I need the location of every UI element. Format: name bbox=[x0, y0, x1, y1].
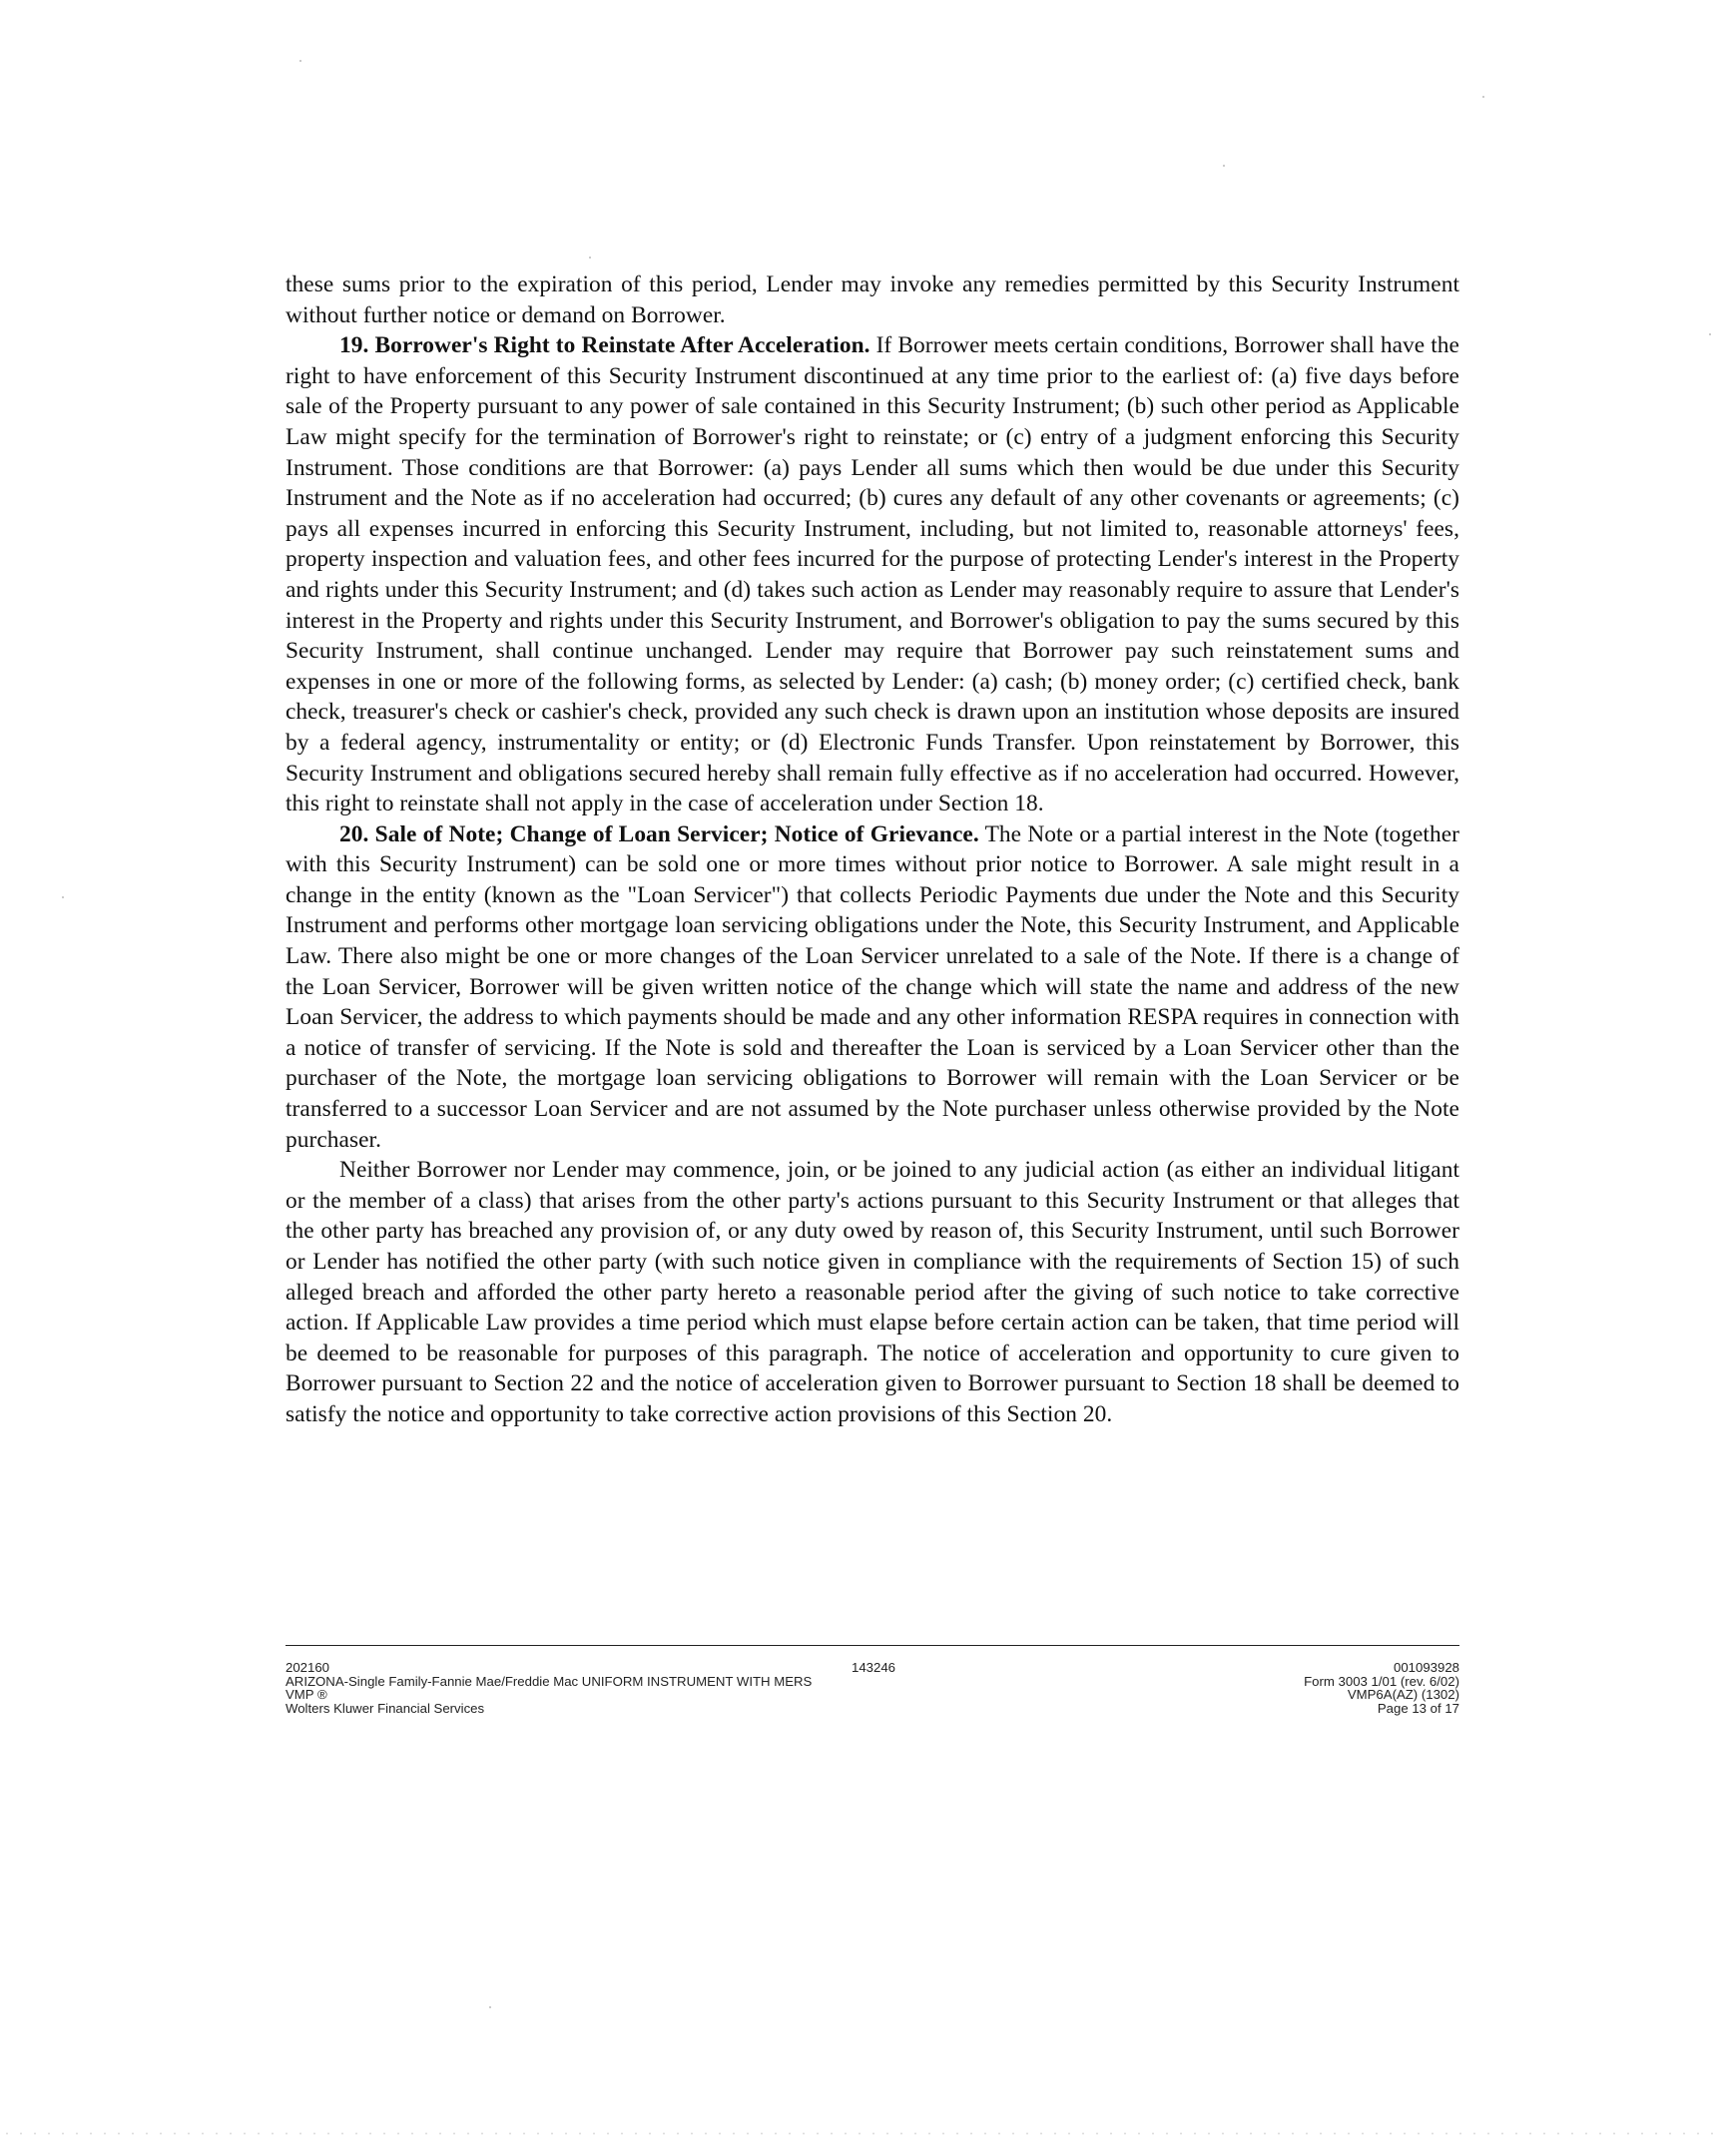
paragraph-grievance bbox=[286, 1155, 1459, 1429]
scan-speck bbox=[489, 2006, 491, 2008]
paragraph-section-19 bbox=[286, 330, 1459, 819]
footer-page-number: Page 13 of 17 bbox=[1377, 1700, 1459, 1716]
paragraph-text: these sums prior to the expiration of this period, Lender may invoke any remedies permitted by this Security Instrument without further notice or demand on Borrower. bbox=[286, 271, 1459, 328]
footer-center-number: 143246 bbox=[852, 1660, 896, 1675]
paragraph-continuation bbox=[286, 270, 1459, 330]
footer-form-title: ARIZONA-Single Family-Fannie Mae/Freddie Mac UNIFORM INSTRUMENT WITH MERS bbox=[286, 1673, 813, 1689]
document-body bbox=[286, 270, 1459, 1430]
scan-speck bbox=[589, 257, 591, 259]
footer-vmp: VMP ® bbox=[286, 1687, 327, 1702]
footer-vmp-code: VMP6A(AZ) (1302) bbox=[1347, 1687, 1459, 1702]
section-19-heading: 19. Borrower's Right to Reinstate After Acceleration. bbox=[339, 332, 870, 359]
footer-left-block bbox=[286, 1661, 1084, 1715]
scan-speck bbox=[1482, 96, 1484, 98]
scan-speck bbox=[1223, 165, 1225, 167]
footer-form-number: Form 3003 1/01 (rev. 6/02) bbox=[1304, 1673, 1459, 1689]
footer-publisher: Wolters Kluwer Financial Services bbox=[286, 1700, 485, 1716]
section-19-text: If Borrower meets certain conditions, Borrower shall have the right to have enforcement of this Security Instrument discontinued at any time prior to the earliest of: (a) five days before sale of the Property pursuant to any power of sale contained in this Security Instrument; (b) such other period as Applicable Law might specify for the termination of Borrower's right to reinstate; or (c) entry of a judgment enforcing this Security Instrument. Those conditions are that Borrower: (a) pays Lender all sums which then would be due under this Security Instrument and the Note as if no acceleration had occurred; (b) cures any default of any other covenants or agreements; (c) pays all expenses incurred in enforcing this Security Instrument, including, but not limited to, reasonable attorneys' fees, property inspection and valuation fees, and other fees incurred for the purpose of protecting Lender's interest in the Property and rights under this Security Instrument; and (d) takes such action as Lender may reasonably require to assure that Lender's interest in the Property and rights under this Security Instrument, and Borrower's obligation to pay the sums secured by this Security Instrument, shall continue unchanged. Lender may require that Borrower pay such reinstatement sums and expenses in one or more of the following forms, as selected by Lender: (a) cash; (b) money order; (c) certified check, bank check, treasurer's check or cashier's check, provided any such check is drawn upon an institution whose deposits are insured by a federal agency, instrumentality or entity; or (d) Electronic Funds Transfer. Upon reinstatement by Borrower, this Security Instrument and obligations secured hereby shall remain fully effective as if no acceleration had occurred. However, this right to reinstate shall not apply in the case of acceleration under Section 18. bbox=[286, 332, 1459, 817]
section-20-text: The Note or a partial interest in the Note (together with this Security Instrument) can be sold one or more times without prior notice to Borrower. A sale might result in a change in the entity (known as the "Loan Servicer") that collects Periodic Payments due under the Note and this Security Instrument and performs other mortgage loan servicing obligations under the Note, this Security Instrument, and Applicable Law. There also might be one or more changes of the Loan Servicer unrelated to a sale of the Note. If there is a change of the Loan Servicer, Borrower will be given written notice of the change which will state the name and address of the new Loan Servicer, the address to which payments should be made and any other information RESPA requires in connection with a notice of transfer of servicing. If the Note is sold and thereafter the Loan is serviced by a Loan Servicer other than the purchaser of the Note, the mortgage loan servicing obligations to Borrower will remain with the Loan Servicer or be transferred to a successor Loan Servicer and are not assumed by the Note purchaser unless otherwise provided by the Note purchaser. bbox=[286, 820, 1459, 1153]
footer-loan-number: 001093928 bbox=[1393, 1660, 1459, 1675]
paragraph-section-20 bbox=[286, 819, 1459, 1156]
scan-speck bbox=[62, 896, 64, 898]
footer-right-block bbox=[1160, 1661, 1459, 1715]
scan-speck bbox=[299, 60, 301, 62]
section-20-heading: 20. Sale of Note; Change of Loan Servicer; Notice of Grievance. bbox=[339, 820, 979, 847]
footer-doc-code: 202160 bbox=[286, 1660, 330, 1675]
footer-divider bbox=[286, 1645, 1459, 1646]
scan-speck bbox=[1709, 333, 1711, 335]
grievance-text: Neither Borrower nor Lender may commence, join, or be joined to any judicial action (as either an individual litigant or the member of a class) that arises from the other party's actions pursuant to this Security Instrument or that alleges that the other party has breached any provision of, or any duty owed by reason of, this Security Instrument, until such Borrower or Lender has notified the other party (with such notice given in compliance with the requirements of Section 15) of such alleged breach and afforded the other party hereto a reasonable period after the giving of such notice to take corrective action. If Applicable Law provides a time period which must elapse before certain action can be taken, that time period will be deemed to be reasonable for purposes of this paragraph. The notice of acceleration and opportunity to cure given to Borrower pursuant to Section 22 and the notice of acceleration given to Borrower pursuant to Section 18 shall be deemed to satisfy the notice and opportunity to take corrective action provisions of this Section 20. bbox=[286, 1157, 1459, 1427]
scan-edge-dots bbox=[0, 2132, 1725, 2135]
